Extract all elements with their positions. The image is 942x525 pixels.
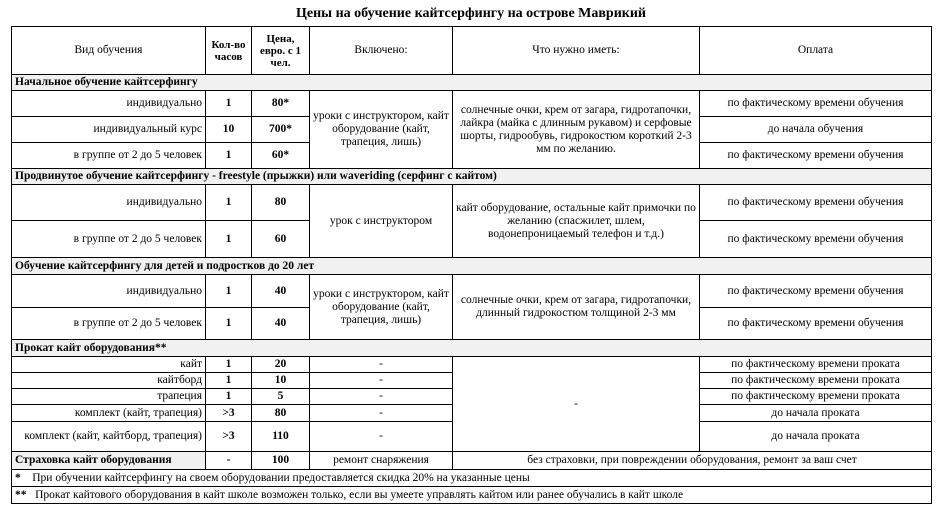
row-type: трапеция [12, 389, 206, 405]
table-row [12, 91, 932, 117]
page-title: Цены на обучение кайтсерфингу на острове Маврикий [296, 6, 646, 21]
row-payment: по фактическому времени проката [700, 373, 932, 389]
insurance-note: без страховки, при повреждении оборудования, ремонт за ваш счет [453, 452, 932, 470]
row-type: индивидуальный курс [12, 117, 206, 143]
row-included: - [310, 389, 453, 405]
row-hours: 1 [206, 185, 252, 221]
row-hours: 1 [206, 221, 252, 258]
row-type: кайтборд [12, 373, 206, 389]
prices-table [11, 26, 932, 504]
row-payment: по фактическому времени обучения [700, 275, 932, 308]
row-payment: по фактическому времени обучения [700, 143, 932, 169]
row-type: кайт [12, 357, 206, 373]
header-hours: Кол-во часов [206, 27, 252, 75]
row-price: 80* [252, 91, 310, 117]
header-row [12, 27, 932, 75]
row-hours: 1 [206, 357, 252, 373]
table-row [12, 275, 932, 308]
row-hours: 10 [206, 117, 252, 143]
row-included: - [310, 357, 453, 373]
row-hours: 1 [206, 143, 252, 169]
row-hours: 1 [206, 91, 252, 117]
row-price: 60* [252, 143, 310, 169]
included-cell: уроки с инструктором, кайт оборудование (кайт, трапеция, лишь) [310, 91, 453, 169]
included-cell: уроки с инструктором, кайт оборудование (кайт, трапеция, лишь) [310, 275, 453, 340]
row-price: 700* [252, 117, 310, 143]
table-row [12, 357, 932, 373]
need-cell: солнечные очки, крем от загара, гидротапочки, лайкра (майка с длинным рукавом) и серфовые шорты, гидрообувь, гидрокостюм короткий 2-3 мм по желанию. [453, 91, 700, 169]
row-included: - [310, 422, 453, 452]
row-price: 40 [252, 275, 310, 308]
section-title: Продвинутое обучение кайтсерфингу - freestyle (прыжки) или waveriding (серфинг с кайтом) [12, 169, 932, 185]
insurance-price: 100 [252, 452, 310, 470]
row-hours: 1 [206, 308, 252, 340]
insurance-row [12, 452, 932, 470]
row-price: 20 [252, 357, 310, 373]
row-price: 60 [252, 221, 310, 258]
row-type: комплект (кайт, трапеция) [12, 405, 206, 422]
footnote-text: Прокат кайтового оборудования в кайт школе возможен только, если вы умеете управлять кайтом или ранее обучались в кайт школе [35, 488, 684, 501]
row-hours: 1 [206, 389, 252, 405]
section-title: Начальное обучение кайтсерфингу [12, 75, 932, 91]
row-payment: по фактическому времени проката [700, 389, 932, 405]
row-hours: >3 [206, 422, 252, 452]
row-hours: >3 [206, 405, 252, 422]
header-payment: Оплата [700, 27, 932, 75]
row-price: 80 [252, 185, 310, 221]
included-cell: урок с инструктором [310, 185, 453, 258]
row-type: индивидуально [12, 275, 206, 308]
row-payment: до начала обучения [700, 117, 932, 143]
footnote-row [12, 487, 932, 504]
row-price: 110 [252, 422, 310, 452]
section-title-row [12, 258, 932, 275]
row-payment: по фактическому времени проката [700, 357, 932, 373]
header-included: Включено: [310, 27, 453, 75]
row-included: - [310, 373, 453, 389]
row-type: индивидуально [12, 91, 206, 117]
insurance-type: Страховка кайт оборудования [12, 452, 206, 470]
row-type: индивидуально [12, 185, 206, 221]
need-cell: солнечные очки, крем от загара, гидротапочки, длинный гидрокостюм толщиной 2-3 мм [453, 275, 700, 340]
row-hours: 1 [206, 275, 252, 308]
footnote-row [12, 470, 932, 487]
row-hours: 1 [206, 373, 252, 389]
row-payment: по фактическому времени обучения [700, 91, 932, 117]
insurance-included: ремонт снаряжения [310, 452, 453, 470]
row-price: 40 [252, 308, 310, 340]
section-title-row [12, 169, 932, 185]
need-cell: кайт оборудование, остальные кайт примочки по желанию (спасжилет, шлем, водонепроницаемый телефон и т.д.) [453, 185, 700, 258]
need-cell: - [453, 357, 700, 452]
header-need: Что нужно иметь: [453, 27, 700, 75]
section-title: Прокат кайт оборудования** [12, 340, 932, 357]
section-title-row [12, 75, 932, 91]
footnote-mark: ** [15, 488, 27, 501]
row-type: в группе от 2 до 5 человек [12, 221, 206, 258]
header-price: Цена, евро. с 1 чел. [252, 27, 310, 75]
table-row [12, 185, 932, 221]
row-price: 10 [252, 373, 310, 389]
header-type: Вид обучения [12, 27, 206, 75]
row-type: комплект (кайт, кайтборд, трапеция) [12, 422, 206, 452]
row-type: в группе от 2 до 5 человек [12, 308, 206, 340]
row-payment: по фактическому времени обучения [700, 185, 932, 221]
insurance-hours: - [206, 452, 252, 470]
row-payment: по фактическому времени обучения [700, 308, 932, 340]
row-payment: по фактическому времени обучения [700, 221, 932, 258]
row-type: в группе от 2 до 5 человек [12, 143, 206, 169]
footnote-mark: * [15, 471, 21, 484]
section-title: Обучение кайтсерфингу для детей и подростков до 20 лет [12, 258, 932, 275]
row-payment: до начала проката [700, 422, 932, 452]
row-price: 5 [252, 389, 310, 405]
row-included: - [310, 405, 453, 422]
footnote-text: При обучении кайтсерфингу на своем оборудовании предоставляется скидка 20% на указанные цены [32, 471, 530, 484]
row-payment: до начала проката [700, 405, 932, 422]
section-title-row [12, 340, 932, 357]
row-price: 80 [252, 405, 310, 422]
